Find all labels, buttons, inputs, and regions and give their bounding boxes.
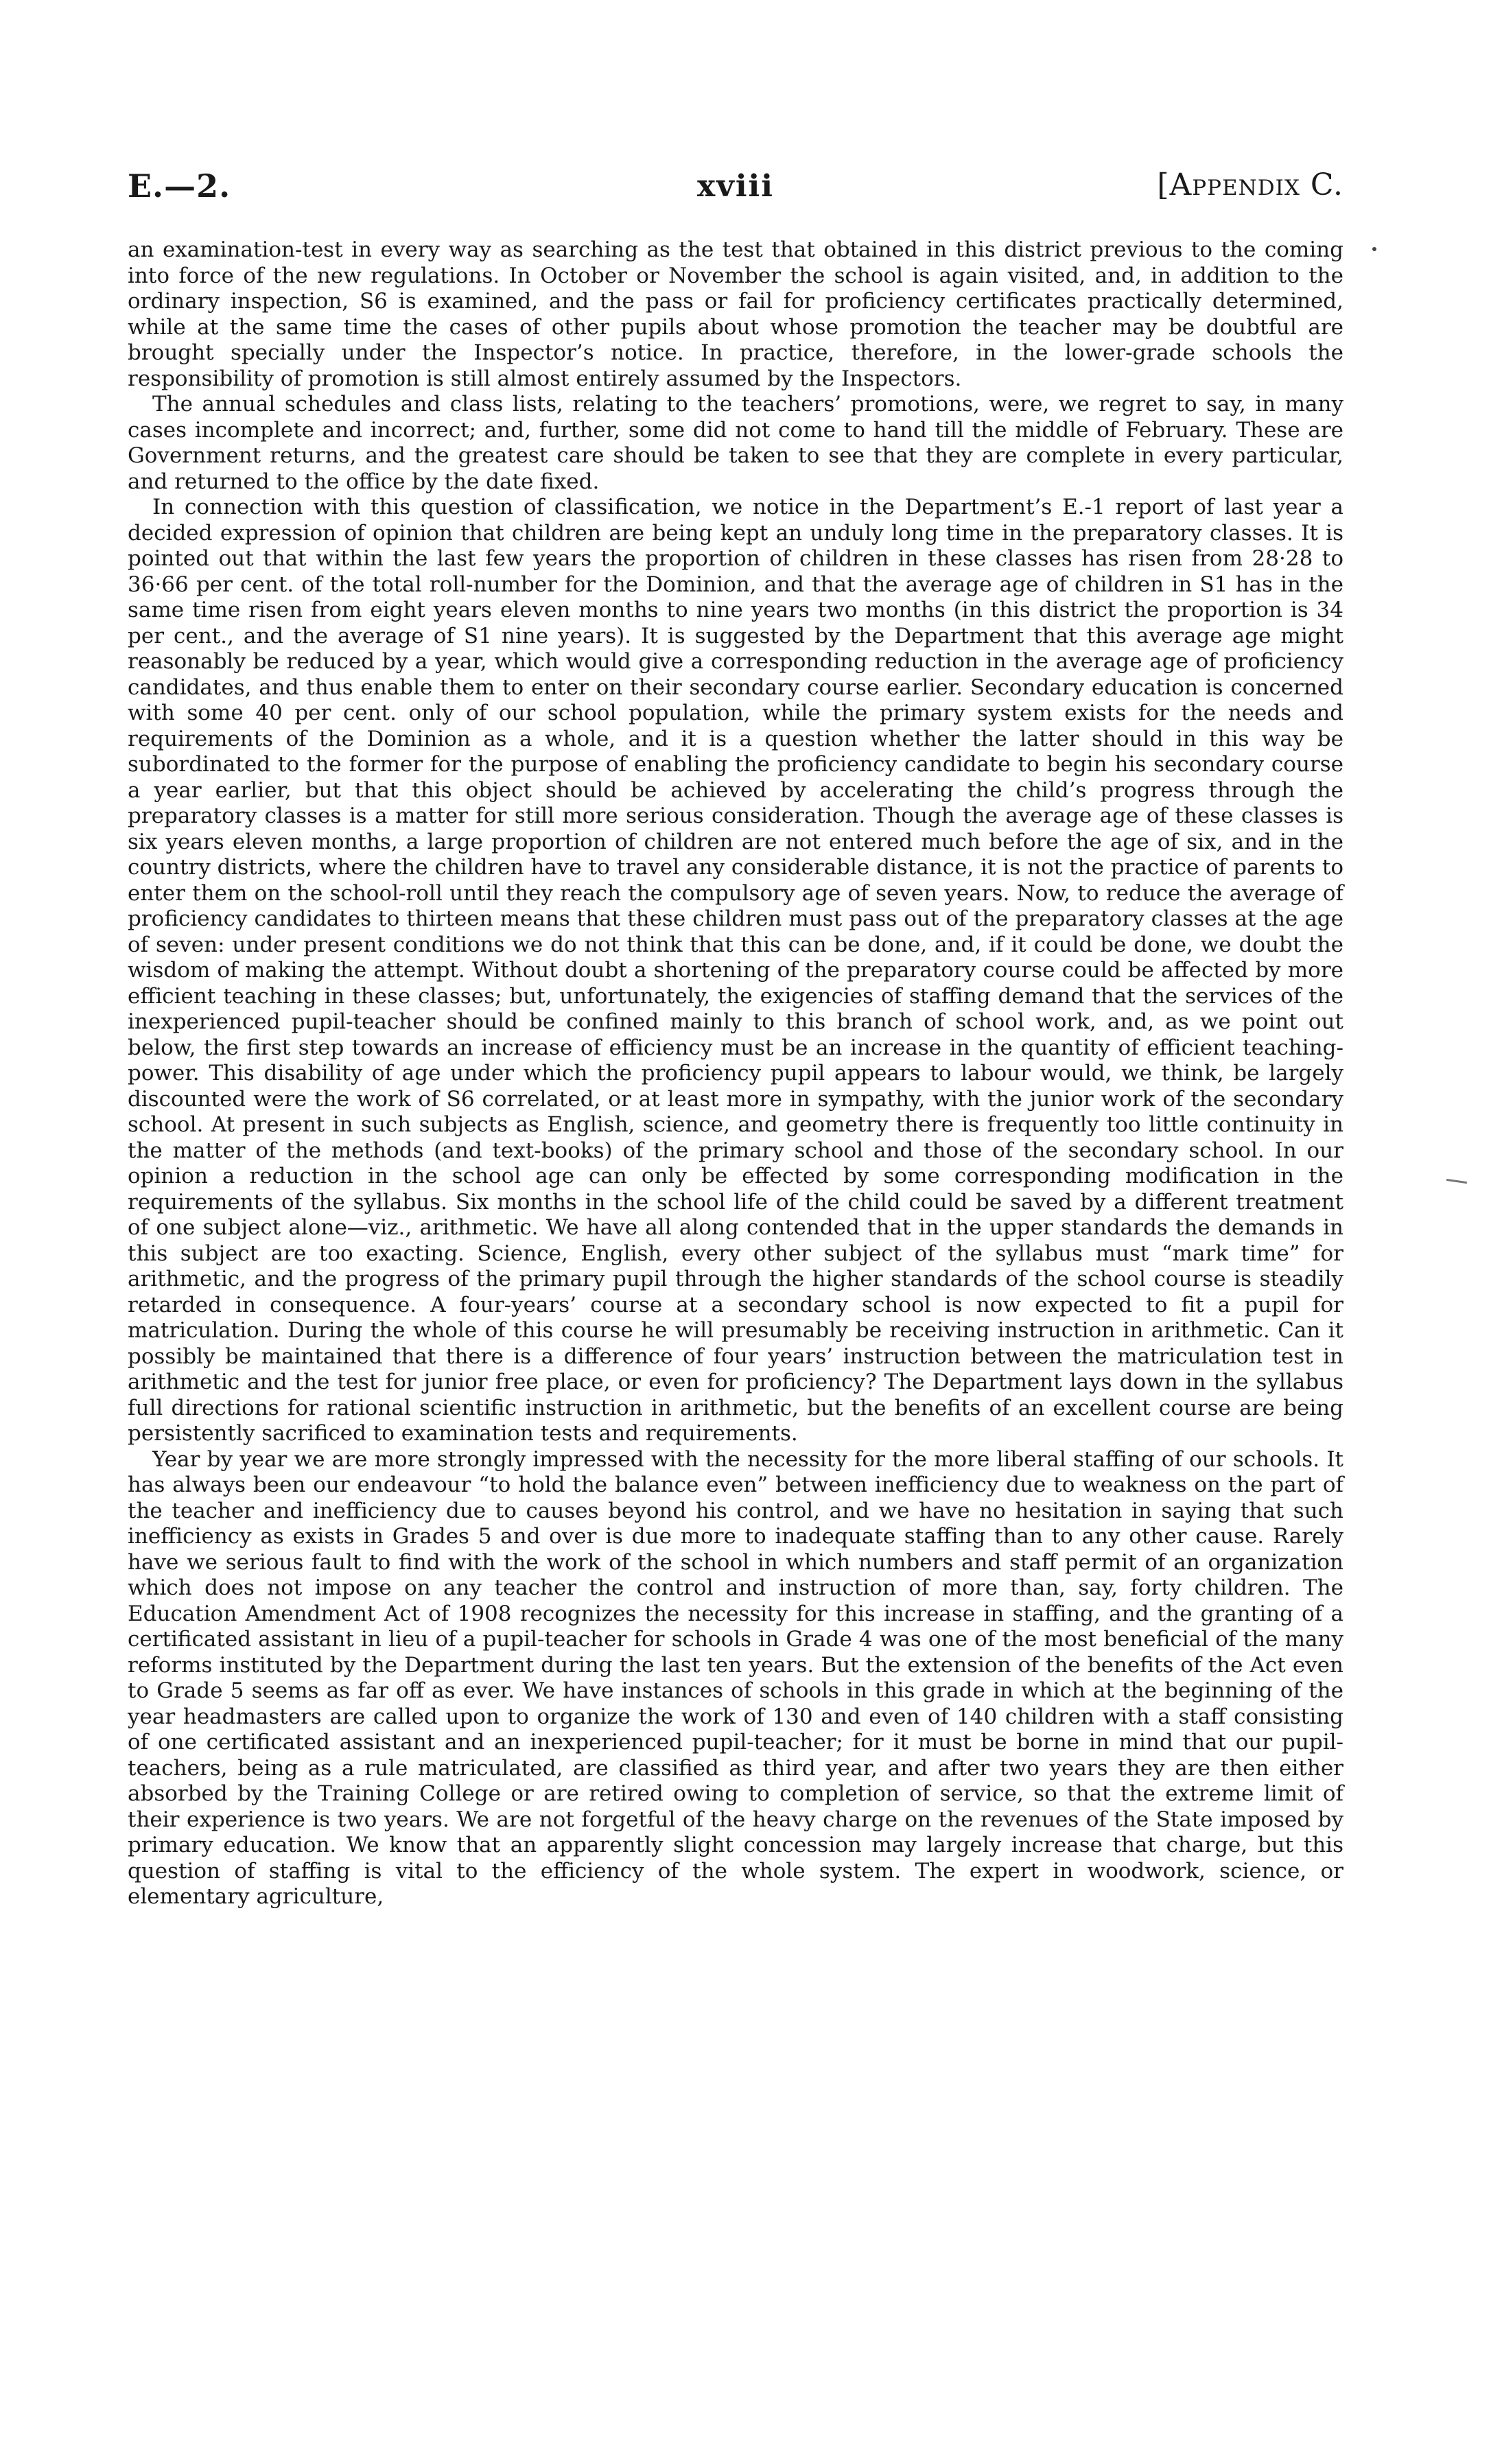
margin-mark <box>1372 247 1376 251</box>
page-header <box>128 167 1343 215</box>
paragraph: Year by year we are more strongly impressed with the necessity for the more liberal staffing of our schools. It has always been our endeavour “to hold the balance even” between inefficiency due to weakness on the part of the teacher and inefficiency due to causes beyond his control, and we have no hesitation in saying that such inefficiency as exists in Grades 5 and over is due more to inadequate staffing than to any other cause. Rarely have we serious fault to find with the work of the school in which numbers and staff permit of an organization which does not impose on any teacher the control and instruction of more than, say, forty children. The Education Amendment Act of 1908 recognizes the necessity for this increase in staffing, and the granting of a certificated assistant in lieu of a pupil-teacher for schools in Grade 4 was one of the most beneficial of the many reforms instituted by the Department during the last ten years. But the extension of the benefits of the Act even to Grade 5 seems as far off as ever. We have instances of schools in this grade in which at the beginning of the year headmasters are called upon to organize the work of 130 and even of 140 children with a staff consisting of one certificated assistant and an inexperienced pupil-teacher; for it must be borne in mind that our pupil-teachers, being as a rule matriculated, are classified as third year, and after two years they are then either absorbed by the Training College or are retired owing to completion of service, so that the extreme limit of their experience is two years. We are not forgetful of the heavy charge on the revenues of the State imposed by primary education. We know that an apparently slight concession may largely increase that charge, but this question of staffing is vital to the efficiency of the whole system. The expert in woodwork, science, or elementary agriculture, <box>128 1446 1343 1909</box>
page-number: xviii <box>697 169 774 204</box>
paragraph: The annual schedules and class lists, relating to the teachers’ promotions, were, we regret to say, in many cases incomplete and incorrect; and, further, some did not come to hand till the middle of February. These are Government returns, and the greatest care should be taken to see that they are complete in every particular, and returned to the office by the date fixed. <box>128 392 1343 494</box>
margin-dash <box>1446 1179 1467 1184</box>
document-reference: E.—2. <box>128 167 231 204</box>
body-text <box>128 237 1343 1910</box>
bracket: [ <box>1157 167 1170 202</box>
paragraph: an examination-test in every way as searching as the test that obtained in this district previous to the coming into force of the new regulations. In October or November the school is again visited, and, in addition to the ordinary inspection, S6 is examined, and the pass or fail for proficiency certificates practically determined, while at the same time the cases of other pupils about whose promotion the teacher may be doubtful are brought specially under the Inspector’s notice. In practice, therefore, in the lower-grade schools the responsibility of promotion is still almost entirely assumed by the Inspectors. <box>128 237 1343 391</box>
appendix-text: Appendix C. <box>1169 167 1343 202</box>
appendix-label <box>1157 167 1343 202</box>
paragraph: In connection with this question of classification, we notice in the Department’s E.-1 report of last year a decided expression of opinion that children are being kept an unduly long time in the preparatory classes. It is pointed out that within the last few years the proportion of children in these classes has risen from 28·28 to 36·66 per cent. of the total roll-number for the Dominion, and that the average age of children in S1 has in the same time risen from eight years eleven months to nine years two months (in this district the proportion is 34 per cent., and the average of S1 nine years). It is suggested by the Department that this average age might reasonably be reduced by a year, which would give a corresponding reduction in the average age of proficiency candidates, and thus enable them to enter on their secondary course earlier. Secondary education is concerned with some 40 per cent. only of our school population, while the primary system exists for the needs and requirements of the Dominion as a whole, and it is a question whether the latter should in this way be subordinated to the former for the purpose of enabling the proficiency candidate to begin his secondary course a year earlier, but that this object should be achieved by accelerating the child’s progress through the preparatory classes is a matter for still more serious consideration. Though the average age of these classes is six years eleven months, a large proportion of children are not entered much before the age of six, and in the country districts, where the children have to travel any considerable distance, it is not the practice of parents to enter them on the school-roll until they reach the compulsory age of seven years. Now, to reduce the average of proficiency candidates to thirteen means that these children must pass out of the preparatory classes at the age of seven: under present conditions we do not think that this can be done, and, if it could be done, we doubt the wisdom of making the attempt. Without doubt a shortening of the preparatory course could be affected by more efficient teaching in these classes; but, unfortunately, the exigencies of staffing demand that the services of the inexperienced pupil-teacher should be confined mainly to this branch of school work, and, as we point out below, the first step towards an increase of efficiency must be an increase in the quantity of efficient teaching-power. This disability of age under which the proficiency pupil appears to labour would, we think, be largely discounted were the work of S6 correlated, or at least more in sympathy, with the junior work of the secondary school. At present in such subjects as English, science, and geometry there is frequently too little continuity in the matter of the methods (and text-books) of the primary school and those of the secondary school. In our opinion a reduction in the school age can only be effected by some corresponding modification in the requirements of the syllabus. Six months in the school life of the child could be saved by a different treatment of one subject alone—viz., arithmetic. We have all along contended that in the upper standards the demands in this subject are too exacting. Science, English, every other subject of the syllabus must “mark time” for arithmetic, and the progress of the primary pupil through the higher standards of the school course is steadily retarded in consequence. A four-years’ course at a secondary school is now expected to fit a pupil for matriculation. During the whole of this course he will presumably be receiving instruction in arithmetic. Can it possibly be maintained that there is a difference of four years’ instruction between the matriculation test in arithmetic and the test for junior free place, or even for proficiency? The Department lays down in the syllabus full directions for rational scientific instruction in arithmetic, but the benefits of an excellent course are being persistently sacrificed to examination tests and requirements. <box>128 495 1343 1446</box>
